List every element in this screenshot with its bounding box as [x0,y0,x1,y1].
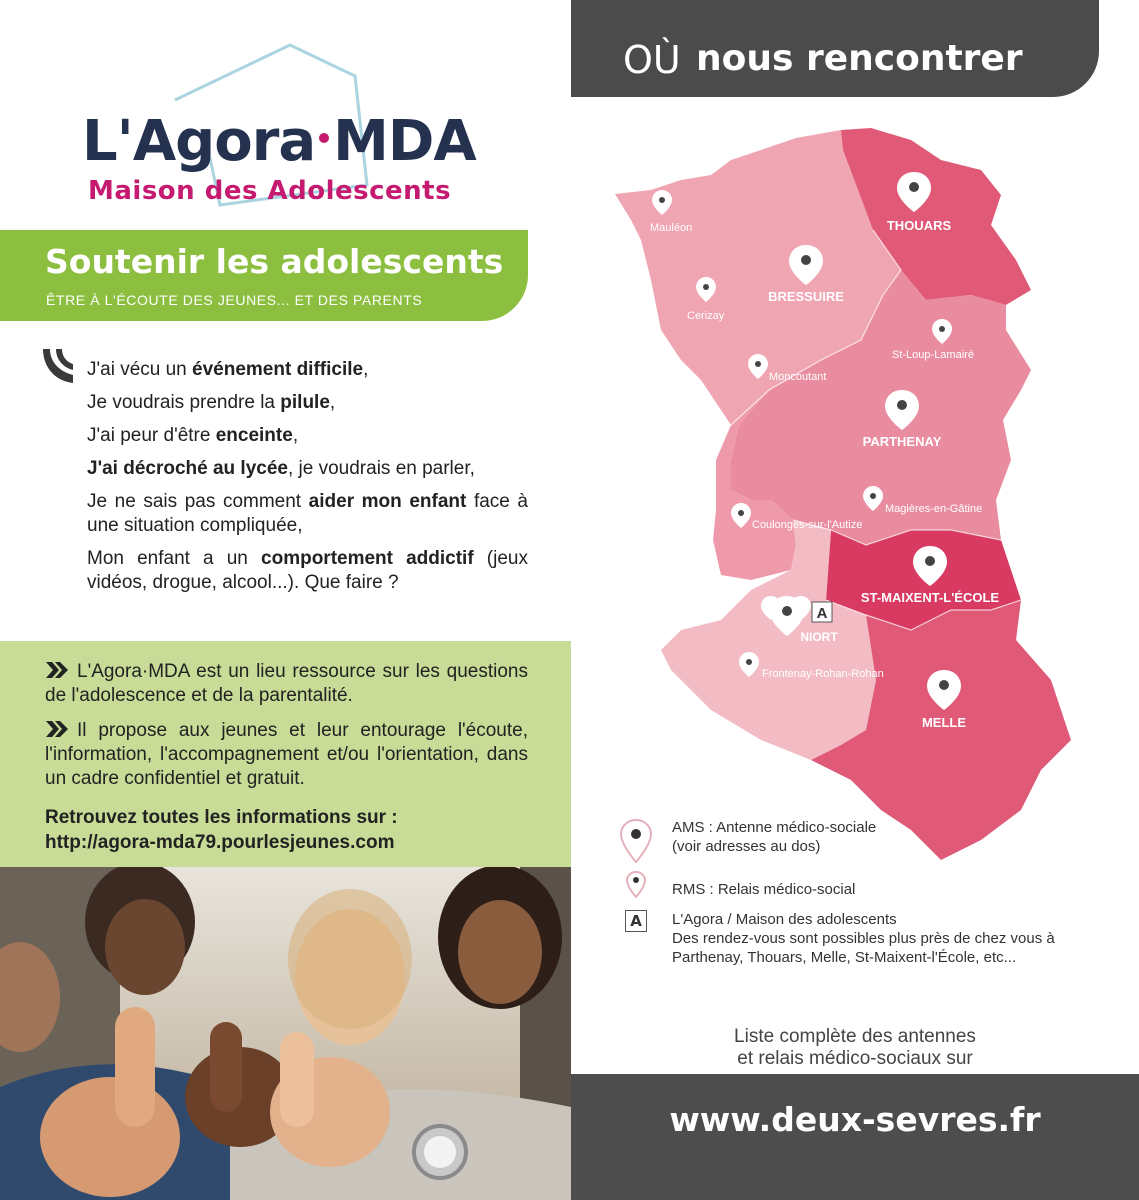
pin-label: THOUARS [886,218,952,233]
pin-label: Moncoutant [769,371,827,383]
double-chevron-icon [45,660,69,680]
info-link-block [45,805,398,855]
rms-pin-icon [625,870,659,900]
website-bar [571,1074,1139,1200]
pin-label: MELLE [921,715,967,730]
section-subtitle: ÊTRE À L'ÉCOUTE DES JEUNES... ET DES PARENTS [46,292,423,308]
pin-label: Frontenay-Rohan-Rohan [762,668,884,680]
pin-label: PARTHENAY [862,434,942,449]
ams-pin-icon [619,818,653,864]
deux-sevres-map [611,120,1111,880]
pin-label: Cerizay [687,310,725,322]
location-header [571,0,1099,97]
location-header-bold: nous rencontrer [696,38,1023,79]
info-item: Il propose aux jeunes et leur entourage l'écoute, l'information, l'accompagnement et/ou l'orientation, dans un cadre confidentiel et gratuit. [45,720,528,789]
quote-item: J'ai vécu un événement difficile, [87,359,369,380]
quote-item: Je voudrais prendre la pilule, [87,392,336,413]
agora-mda-logo [80,40,520,210]
double-chevron-icon [45,719,69,739]
info-item: L'Agora·MDA est un lieu ressource sur les questions de l'adolescence et de la parentalité. [45,661,528,706]
legend-agora-note: Des rendez-vous sont possibles plus près de chez vous à Parthenay, Thouars, Melle, St-Maixent-l'École, etc... [672,930,1055,966]
logo-subtitle: Maison des Adolescents [88,176,452,206]
pin-label: Magières-en-Gâtine [885,503,983,515]
pin-label: Mauléon [650,222,693,234]
legend-agora-label: L'Agora / Maison des adolescents [672,911,897,928]
legend-rms-label: RMS : Relais médico-social [672,881,856,898]
pin-label: St-Loup-Lamairé [892,349,974,361]
testimonial-list [87,358,528,604]
pin-label: NIORT [800,630,838,644]
website-link[interactable]: www.deux-sevres.fr [669,1100,1041,1139]
logo-wordmark: L'Agora MDA [82,109,476,174]
pin-label: ST-MAIXENT-L'ÉCOLE [860,590,1000,605]
logo-dot-icon [319,133,329,143]
quote-item: Mon enfant a un comportement addictif (jeux vidéos, drogue, alcool...). Que faire ? [87,548,528,593]
section-banner [0,230,528,321]
location-header-light: OÙ [623,38,681,82]
section-title: Soutenir les adolescents [45,242,504,281]
right-column [571,0,1139,1200]
svg-text:A: A [816,605,828,622]
legend-ams-note: (voir adresses au dos) [672,838,821,855]
pin-label: Coulonges-sur-l'Autize [752,519,863,531]
footer-note: Liste complète des antennes et relais médico-sociaux sur [734,1026,976,1069]
quote-item: J'ai peur d'être enceinte, [87,425,299,446]
pin-label: BRESSUIRE [768,289,844,304]
agora-legend-icon: A [625,910,647,932]
quote-mark-icon [40,345,76,385]
quote-item: J'ai décroché au lycée, je voudrais en parler, [87,458,475,479]
info-link-url[interactable]: http://agora-mda79.pourlesjeunes.com [45,832,395,853]
agora-marker[interactable] [812,602,832,622]
quote-item: Je ne sais pas comment aider mon enfant face à une situation compliquée, [87,491,529,536]
photo-illustration [0,867,571,1200]
legend-ams-label: AMS : Antenne médico-sociale [672,819,877,836]
info-link-label: Retrouvez toutes les informations sur : [45,807,398,828]
teens-thumbs-up-photo [0,867,571,1200]
